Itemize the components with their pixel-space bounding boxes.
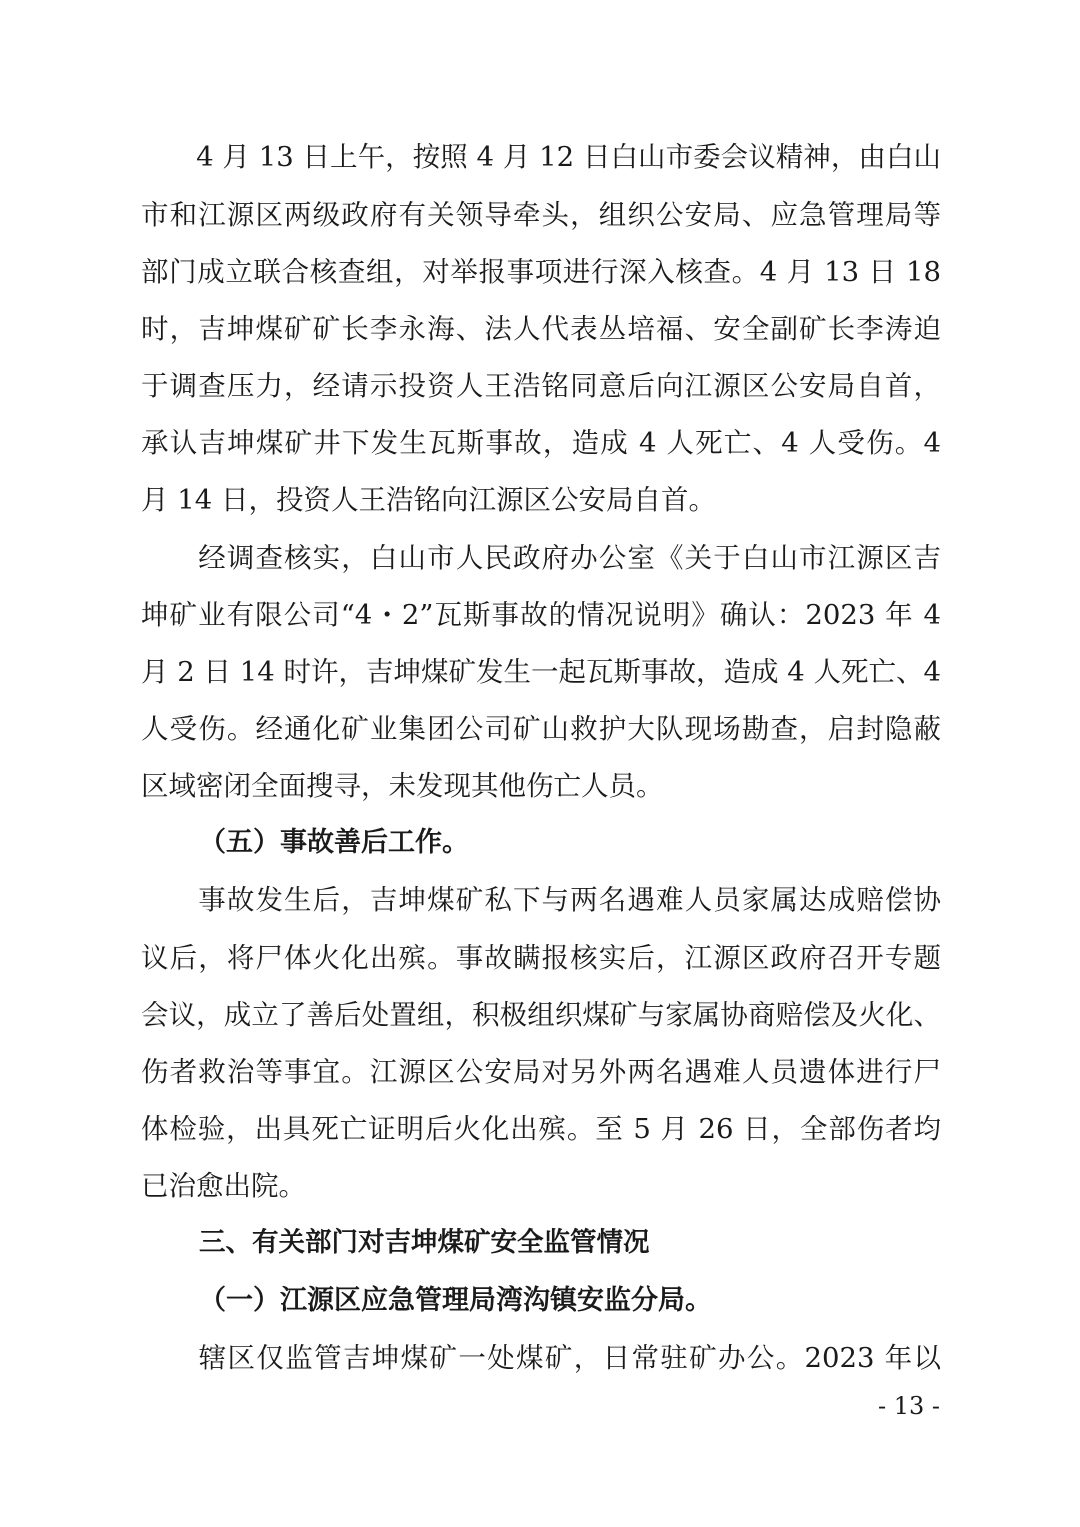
paragraph-line: 事故发生后，吉坤煤矿私下与两名遇难人员家属达成赔偿协 <box>141 884 941 916</box>
paragraph-line: 月 14 日，投资人王浩铭向江源区公安局自首。 <box>141 484 716 516</box>
paragraph-line: 坤矿业有限公司“4・2”瓦斯事故的情况说明》确认：2023 年 4 <box>141 599 941 631</box>
paragraph-line: 部门成立联合核查组，对举报事项进行深入核查。4 月 13 日 18 <box>141 256 941 288</box>
paragraph-line: 会议，成立了善后处置组，积极组织煤矿与家属协商赔偿及火化、 <box>141 999 941 1031</box>
paragraph-line: 已治愈出院。 <box>141 1170 306 1202</box>
paragraph-line: 时，吉坤煤矿矿长李永海、法人代表丛培福、安全副矿长李涛迫 <box>141 313 941 345</box>
paragraph-line: 经调查核实，白山市人民政府办公室《关于白山市江源区吉 <box>141 542 941 574</box>
page-number: - 13 - <box>877 1392 940 1420</box>
paragraph-line: 区域密闭全面搜寻，未发现其他伤亡人员。 <box>141 770 664 802</box>
paragraph-line: 4 月 13 日上午，按照 4 月 12 日白山市委会议精神，由白山 <box>141 141 941 173</box>
subheading-supervision-branch: （一）江源区应急管理局湾沟镇安监分局。 <box>199 1285 712 1316</box>
paragraph-line: 人受伤。经通化矿业集团公司矿山救护大队现场勘查，启封隐蔽 <box>141 713 941 745</box>
paragraph-line: 体检验，出具死亡证明后火化出殡。至 5 月 26 日，全部伤者均 <box>141 1113 941 1145</box>
paragraph-line: 伤者救治等事宜。江源区公安局对另外两名遇难人员遗体进行尸 <box>141 1056 941 1088</box>
paragraph-line: 于调查压力，经请示投资人王浩铭同意后向江源区公安局自首， <box>141 370 941 402</box>
subheading-aftermath: （五）事故善后工作。 <box>199 827 469 858</box>
section-heading: 三、有关部门对吉坤煤矿安全监管情况 <box>199 1227 650 1258</box>
paragraph-line: 市和江源区两级政府有关领导牵头，组织公安局、应急管理局等 <box>141 199 941 231</box>
paragraph-line: 议后，将尸体火化出殡。事故瞒报核实后，江源区政府召开专题 <box>141 942 941 974</box>
paragraph-line: 辖区仅监管吉坤煤矿一处煤矿，日常驻矿办公。2023 年以 <box>141 1342 941 1374</box>
paragraph-line: 月 2 日 14 时许，吉坤煤矿发生一起瓦斯事故，造成 4 人死亡、4 <box>141 656 941 688</box>
paragraph-line: 承认吉坤煤矿井下发生瓦斯事故，造成 4 人死亡、4 人受伤。4 <box>141 427 941 459</box>
